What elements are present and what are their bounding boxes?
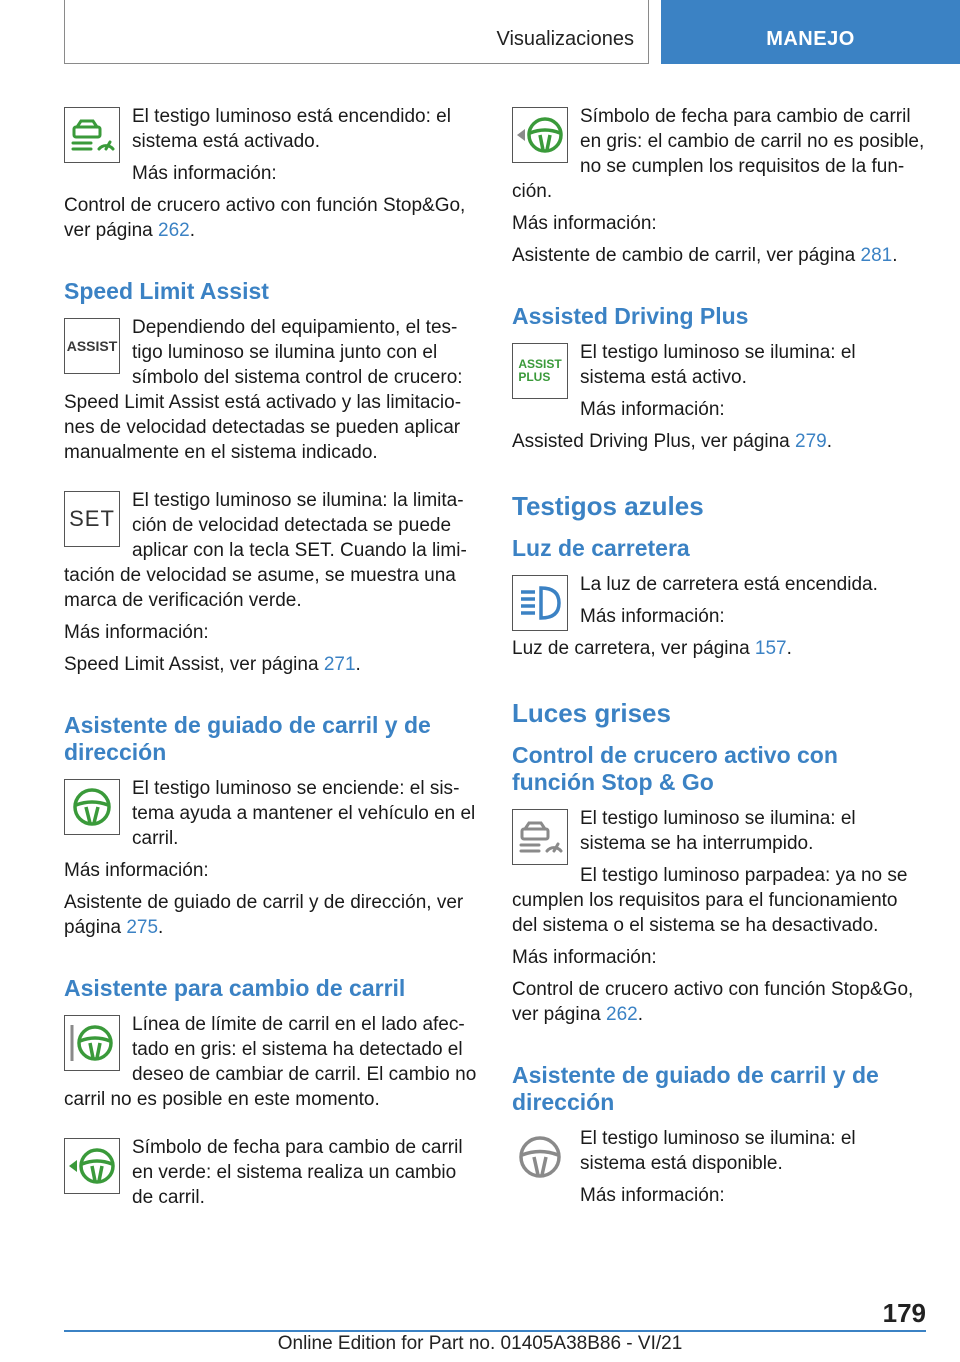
lane-change-grey-line-entry (64, 1012, 478, 1119)
heading-high-beam: Luz de carretera (512, 535, 690, 561)
paragraph: Más información: (580, 606, 725, 627)
lane-steering-entry (64, 776, 478, 947)
paragraph: La luz de carretera está encendida. (580, 574, 878, 595)
paragraph: Dependiendo del equipamiento, el testigo luminoso se ilumina junto con el símbolo del sistema control de crucero: Speed Limit Assist está activado y las limitaciones de velocidad detectadas se pueden aplicar manualmente en el sistema indicado. (64, 317, 463, 463)
steering-wheel-grey-icon (512, 1129, 568, 1185)
reference: Assisted Driving Plus, ver página 279. (512, 431, 832, 452)
left-column (64, 104, 478, 1217)
paragraph: Más información: (580, 399, 725, 420)
assist-icon (64, 318, 120, 374)
paragraph: Más información: (132, 163, 277, 184)
paragraph: Más información: (580, 1185, 725, 1206)
paragraph: Símbolo de fecha para cambio de carril en gris: el cambio de carril no es posible, no se cumplen los requisitos de la función. (512, 106, 925, 202)
lane-change-grey-arrow-entry (512, 104, 926, 275)
chapter-tab[interactable] (661, 0, 960, 64)
paragraph: El testigo luminoso se ilumina: el sistema está activo. (580, 342, 856, 388)
paragraph: El testigo luminoso se enciende: el sistema ayuda a mantener el vehículo en el carril. (132, 778, 476, 849)
paragraph: El testigo luminoso parpadea: ya no se cumplen los requisitos para el funcionamiento del sistema o el sistema se ha desactivado. (512, 865, 908, 936)
lane-change-green-arrow-entry (64, 1135, 478, 1217)
page-link[interactable]: 281 (860, 245, 893, 266)
cruise-control-green-icon (64, 107, 120, 163)
paragraph: El testigo luminoso está encendido: el sistema está activado. (132, 106, 451, 152)
high-beam-icon (512, 575, 568, 631)
steering-wheel-green-icon (64, 779, 120, 835)
paragraph: Línea de límite de carril en el lado afectado en gris: el sistema ha detectado el deseo de cambiar de carril. El cambio no carril no es posible en este momento. (64, 1014, 477, 1110)
assisted-plus-entry (512, 340, 926, 461)
reference: Asistente de cambio de carril, ver página 281. (512, 245, 898, 266)
paragraph: Más información: (512, 213, 657, 234)
paragraph: Más información: (512, 947, 657, 968)
reference: Asistente de guiado de carril y de dirección, ver página 275. (64, 892, 464, 938)
right-column (512, 104, 926, 1215)
paragraph: El testigo luminoso se ilumina: el sistema se ha interrumpido. (580, 808, 856, 854)
acc-active-entry (64, 104, 478, 250)
paragraph: El testigo luminoso se ilumina: la limitación de velocidad detectada se puede aplicar con la tecla SET. Cuando la limitación de velocidad se asume, se muestra una marca de verificación verde. (64, 490, 467, 611)
set-icon-label: SET (69, 506, 115, 531)
header-frame (64, 0, 649, 64)
lane-change-arrow-grey-icon (512, 107, 568, 163)
paragraph: Más información: (64, 622, 209, 643)
set-icon (64, 491, 120, 547)
heading-speed-limit-assist: Speed Limit Assist (64, 278, 269, 304)
chapter-label: MANEJO (766, 28, 855, 50)
page-link[interactable]: 271 (323, 654, 356, 675)
page-link[interactable]: 262 (158, 220, 190, 241)
cruise-control-grey-icon (512, 809, 568, 865)
assist-entry (64, 315, 478, 472)
set-entry (64, 488, 478, 684)
high-beam-entry (512, 572, 926, 668)
footer-divider (64, 1330, 926, 1332)
page-number: 179 (882, 1298, 926, 1328)
assist-plus-icon (512, 343, 568, 399)
heading-blue-indicators: Testigos azules (512, 491, 704, 521)
assist-plus-icon-label: ASSIST PLUS (518, 357, 562, 384)
lane-steering-grey-entry (512, 1126, 926, 1215)
page-link[interactable]: 279 (795, 431, 827, 452)
edition-note: Online Edition for Part no. 01405A38B86 - VI/21 (277, 1333, 683, 1354)
lane-change-line-icon (64, 1015, 120, 1071)
heading-assisted-driving-plus: Assisted Driving Plus (512, 303, 749, 329)
section-title: Visualizaciones (496, 28, 634, 50)
heading-lane-steering-assistant: Asistente de guiado de carril y de dirección (64, 712, 431, 765)
page-link[interactable]: 157 (754, 638, 787, 659)
reference: Control de crucero activo con función Stop&Go, ver página 262. (512, 979, 914, 1025)
reference: Speed Limit Assist, ver página 271. (64, 654, 361, 675)
paragraph: El testigo luminoso se ilumina: el sistema está disponible. (580, 1128, 856, 1174)
lane-change-arrow-green-icon (64, 1138, 120, 1194)
assist-icon-label: ASSIST (66, 338, 118, 354)
reference: Control de crucero activo con función Stop&Go, ver página 262. (64, 195, 466, 241)
page-link[interactable]: 262 (606, 1004, 638, 1025)
page-link[interactable]: 275 (126, 917, 159, 938)
heading-acc-stop-go: Control de crucero activo con función Stop & Go (512, 742, 838, 795)
paragraph: Más información: (64, 860, 209, 881)
paragraph: Símbolo de fecha para cambio de carril en verde: el sistema realiza un cambio de carril. (132, 1137, 463, 1208)
reference: Luz de carretera, ver página 157. (512, 638, 792, 659)
acc-interrupted-entry (512, 806, 926, 1034)
heading-lane-steering-assistant-grey: Asistente de guiado de carril y de dirección (512, 1062, 879, 1115)
heading-lane-change-assistant: Asistente para cambio de carril (64, 975, 406, 1001)
heading-grey-indicators: Luces grises (512, 698, 671, 728)
